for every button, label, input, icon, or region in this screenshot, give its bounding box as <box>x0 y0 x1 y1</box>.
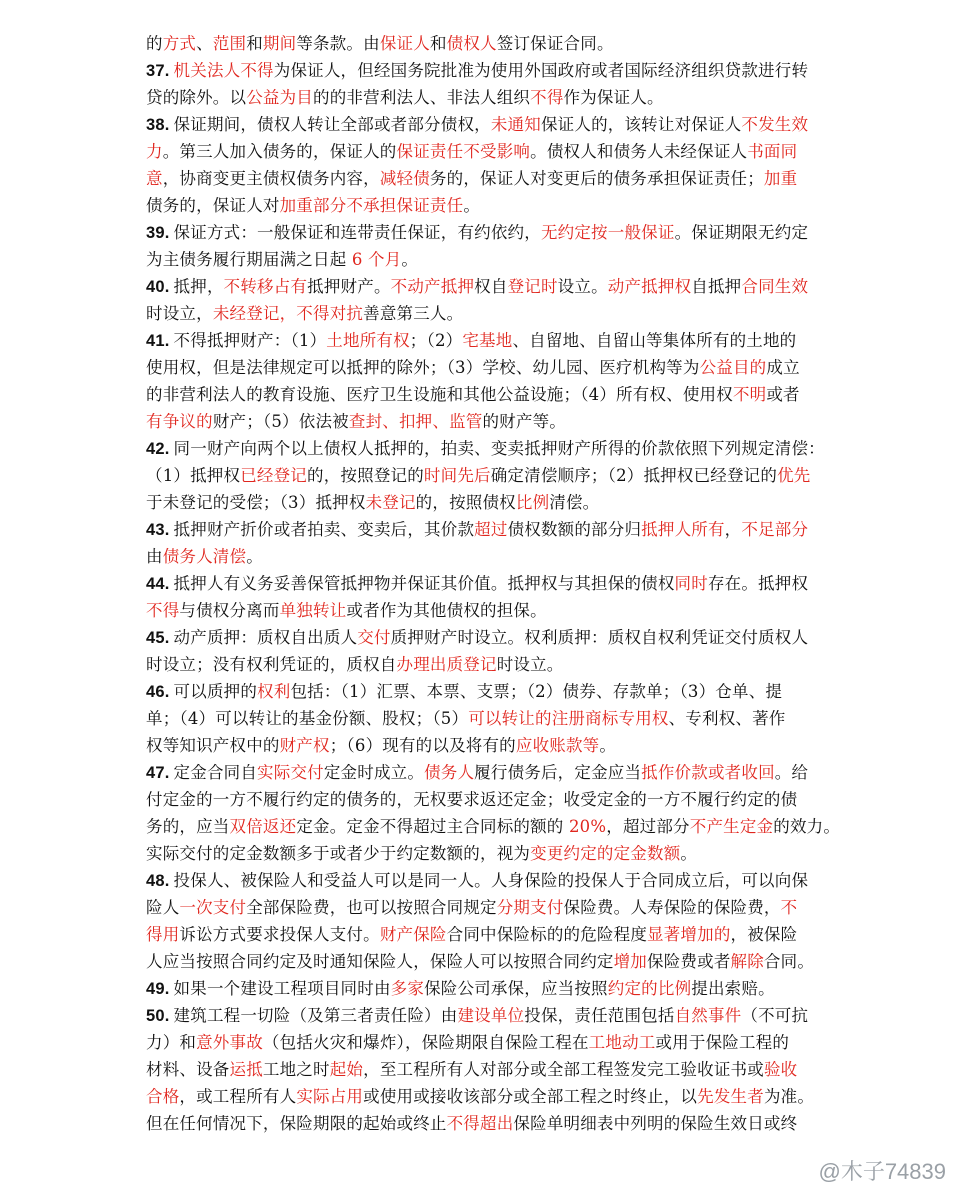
body-text: ， <box>724 520 742 539</box>
highlight-text: 优先 <box>777 466 811 485</box>
highlight-text: 单独转让 <box>279 601 347 620</box>
body-text: 自抵押 <box>691 277 742 296</box>
body-text: 的的非营利法人、非法人组织 <box>313 88 531 107</box>
highlight-text: 先发生者 <box>697 1087 764 1106</box>
highlight-text: 运抵 <box>229 1060 263 1079</box>
highlight-text: 加重 <box>763 169 798 188</box>
item-number: 50. <box>146 1007 170 1025</box>
highlight-text: 未经登记，不得对抗 <box>212 304 364 323</box>
text-line <box>146 273 818 300</box>
body-text: 的财产等。 <box>482 412 566 431</box>
body-text: 存在。抵押权 <box>707 574 809 593</box>
body-text: 、专利权、著作 <box>668 709 786 728</box>
highlight-text: 验收 <box>763 1060 798 1079</box>
body-text: 务的，保证人对变更后的债务承担保证责任； <box>429 169 764 188</box>
highlight-text: 有争议的 <box>146 412 213 431</box>
highlight-text: 不 <box>780 898 798 917</box>
highlight-text: 加重部分不承担保证责任 <box>279 196 464 215</box>
highlight-text: 合格 <box>146 1087 180 1106</box>
highlight-text: 力 <box>146 142 163 161</box>
body-text: 保险单明细表中列明的保险生效日或终 <box>513 1114 798 1133</box>
body-text: 签订保证合同。 <box>496 34 614 53</box>
body-text: 诉讼方式要求投保人支付。 <box>179 925 380 944</box>
highlight-text: 减轻债 <box>379 169 430 188</box>
body-text: ，超过部分 <box>606 817 690 836</box>
highlight-text: 书面同 <box>747 142 798 161</box>
body-text: （1）抵押权 <box>146 466 241 485</box>
body-text: 。债权人和债务人未经保证人 <box>530 142 748 161</box>
highlight-text: 财产权 <box>279 736 330 755</box>
highlight-text: 范围 <box>212 34 247 53</box>
highlight-text: 合同生效 <box>741 277 809 296</box>
highlight-text: 变更约定的定金数额 <box>530 844 681 863</box>
highlight-text: 不得 <box>530 88 564 107</box>
text-line <box>146 543 818 570</box>
body-text: 的效力。 <box>773 817 841 836</box>
text-line <box>146 867 818 894</box>
text-line <box>146 381 818 408</box>
body-text: 。 <box>599 736 617 755</box>
body-text: 履行债务后，定金应当 <box>474 763 642 782</box>
text-line <box>146 219 818 246</box>
body-text: 付定金的一方不履行约定的债务的，无权要求返还定金；收受定金的一方不履行约定的债 <box>146 790 798 809</box>
highlight-text: 得用 <box>146 925 180 944</box>
body-text: 贷的除外。以 <box>146 88 247 107</box>
highlight-text: 多家 <box>390 979 425 998</box>
highlight-text: 不动产抵押 <box>390 277 475 296</box>
highlight-text: 权利 <box>257 682 291 701</box>
text-line <box>146 516 818 543</box>
body-text: 定金。定金不得超过主合同标的额的 <box>296 817 569 836</box>
highlight-text: 机关法人不得 <box>173 61 274 80</box>
highlight-text: 超过 <box>474 520 508 539</box>
body-text: 。 <box>463 196 481 215</box>
highlight-text: 时间先后 <box>423 466 491 485</box>
text-line <box>146 327 818 354</box>
highlight-text: 宅基地 <box>462 331 513 350</box>
text-line <box>146 1029 818 1056</box>
body-text: 但在任何情况下，保险期限的起始或终止 <box>146 1114 447 1133</box>
body-text: 善意第三人。 <box>363 304 464 323</box>
highlight-text: 已经登记 <box>240 466 308 485</box>
body-text: 可以质押的 <box>173 682 258 701</box>
highlight-text: 意 <box>146 169 163 188</box>
highlight-text: 保证人 <box>379 34 430 53</box>
body-text: 与债权分离而 <box>179 601 280 620</box>
highlight-text: 20% <box>568 817 607 836</box>
item-number: 42. <box>146 440 170 458</box>
body-text: 保证期间，债权人转让全部或者部分债权， <box>173 115 491 134</box>
body-text: 合同中保险标的的危险程度 <box>446 925 648 944</box>
text-line <box>146 570 818 597</box>
text-line <box>146 948 818 975</box>
body-text: （不可抗 <box>741 1006 809 1025</box>
body-text: 材料、设备 <box>146 1060 230 1079</box>
body-text: 或者 <box>766 385 800 404</box>
body-text: ，被保险 <box>730 925 798 944</box>
highlight-text: 6 个月 <box>351 250 402 269</box>
highlight-text: 未登记 <box>365 493 416 512</box>
body-text: ，至工程所有人对部分或全部工程签发完工验收证书或 <box>363 1060 764 1079</box>
body-text: 抵押人有义务妥善保管抵押物并保证其价值。抵押权与其担保的债权 <box>173 574 675 593</box>
document-body <box>146 30 841 1137</box>
highlight-text: 意外事故 <box>196 1033 263 1052</box>
body-text: 权等知识产权中的 <box>146 736 280 755</box>
body-text: 抵押财产。 <box>307 277 391 296</box>
text-line <box>146 489 818 516</box>
body-text: 设立。 <box>557 277 608 296</box>
body-text: 的，按照登记的 <box>307 466 424 485</box>
item-number: 46. <box>146 683 170 701</box>
item-number: 39. <box>146 224 170 242</box>
body-text: 成立 <box>766 358 800 377</box>
footer-watermark: @木子74839 <box>818 1159 946 1184</box>
body-text: 为主债务履行期届满之日起 <box>146 250 352 269</box>
body-text: 单；（4）可以转让的基金份额、股权；（5） <box>146 709 469 728</box>
body-text: 包括：（1）汇票、本票、支票；（2）债券、存款单；（3）仓单、提 <box>290 682 783 701</box>
body-text: 使用权，但是法律规定可以抵押的除外；（3）学校、幼儿园、医疗机构等为 <box>146 358 700 377</box>
body-text: 为准。 <box>763 1087 815 1106</box>
highlight-text: 无约定按一般保证 <box>540 223 675 242</box>
highlight-text: 交付 <box>357 628 391 647</box>
body-text: 为保证人，但经国务院批准为使用外国政府或者国际经济组织贷款进行转 <box>273 61 809 80</box>
highlight-text: 比例 <box>515 493 550 512</box>
highlight-text: 一次支付 <box>179 898 247 917</box>
item-number: 49. <box>146 980 170 998</box>
text-line <box>146 57 818 84</box>
highlight-text: 财产保险 <box>379 925 447 944</box>
body-text: 和 <box>246 34 263 53</box>
text-line <box>146 597 818 624</box>
body-text: 不得抵押财产：（1） <box>173 331 327 350</box>
highlight-text: 可以转让的注册商标专用权 <box>468 709 669 728</box>
highlight-text: 增加 <box>613 952 648 971</box>
item-number: 44. <box>146 575 170 593</box>
body-text: 。第三人加入债务的，保证人的 <box>162 142 397 161</box>
highlight-text: 土地所有权 <box>326 331 410 350</box>
body-text: ；（6）现有的以及将有的 <box>329 736 516 755</box>
body-text: 保证人的，该转让对保证人 <box>540 115 742 134</box>
highlight-text: 显著增加的 <box>647 925 731 944</box>
highlight-text: 起始 <box>329 1060 364 1079</box>
body-text: 、 <box>196 34 213 53</box>
item-number: 41. <box>146 332 170 350</box>
text-line <box>146 1002 818 1029</box>
text-line <box>146 813 841 840</box>
highlight-text: 方式 <box>162 34 197 53</box>
body-text: 的非营利法人的教育设施、医疗卫生设施和其他公益设施；（4）所有权、使用权 <box>146 385 733 404</box>
body-text: 保险费或者 <box>647 952 731 971</box>
highlight-text: 期间 <box>262 34 297 53</box>
highlight-text: 约定的比例 <box>607 979 692 998</box>
body-text: 。 <box>246 547 263 566</box>
item-number: 48. <box>146 872 170 890</box>
body-text: 。保证期限无约定 <box>674 223 809 242</box>
body-text: 的，按照债权 <box>415 493 516 512</box>
text-line <box>146 300 818 327</box>
body-text: 保险公司承保，应当按照 <box>424 979 608 998</box>
highlight-text: 不明 <box>732 385 767 404</box>
highlight-text: 工地动工 <box>588 1033 656 1052</box>
body-text: 质押财产时设立。权利质押：质权自权利凭证交付质权人 <box>390 628 809 647</box>
text-line <box>146 840 818 867</box>
body-text: 确定清偿顺序；（2）抵押权已经登记的 <box>490 466 778 485</box>
body-text: 险人 <box>146 898 180 917</box>
body-text: 同一财产向两个以上债权人抵押的，拍卖、变卖抵押财产所得的价款依照下列规定清偿： <box>173 439 825 458</box>
body-text: 实际交付的定金数额多于或者少于约定数额的，视为 <box>146 844 531 863</box>
body-text: 等条款。由 <box>296 34 380 53</box>
body-text: 时设立， <box>146 304 213 323</box>
highlight-text: 债务人清偿 <box>162 547 247 566</box>
body-text: 。给 <box>774 763 809 782</box>
text-line <box>146 732 818 759</box>
highlight-text: 同时 <box>674 574 708 593</box>
highlight-text: 抵作价款或者收回 <box>641 763 775 782</box>
item-number: 43. <box>146 521 170 539</box>
body-text: 债务的，保证人对 <box>146 196 280 215</box>
highlight-text: 债务人 <box>424 763 475 782</box>
body-text: 清偿。 <box>549 493 600 512</box>
body-text: 债权数额的部分归 <box>507 520 642 539</box>
highlight-text: 登记时 <box>507 277 558 296</box>
highlight-text: 公益目的 <box>699 358 767 377</box>
highlight-text: 不得 <box>146 601 180 620</box>
body-text: 力）和 <box>146 1033 197 1052</box>
highlight-text: 分期支付 <box>496 898 564 917</box>
body-text: 投保，责任范围包括 <box>524 1006 675 1025</box>
highlight-text: 双倍返还 <box>229 817 297 836</box>
text-line <box>146 84 818 111</box>
highlight-text: 实际交付 <box>257 763 324 782</box>
text-line <box>146 1083 818 1110</box>
body-text: 或用于保险工程的 <box>655 1033 790 1052</box>
text-line <box>146 921 818 948</box>
body-text: 由 <box>146 547 163 566</box>
highlight-text: 债权人 <box>446 34 497 53</box>
body-text: 或使用或接收该部分或全部工程之时终止，以 <box>363 1087 698 1106</box>
body-text: 。 <box>680 844 698 863</box>
highlight-text: 不转移占有 <box>223 277 308 296</box>
highlight-text: 不得超出 <box>446 1114 514 1133</box>
highlight-text: 抵押人所有 <box>641 520 725 539</box>
body-text: 定金合同自 <box>173 763 258 782</box>
body-text: 的 <box>146 34 163 53</box>
highlight-text: 应收账款等 <box>515 736 600 755</box>
body-text: 于未登记的受偿；（3）抵押权 <box>146 493 366 512</box>
text-line <box>146 1056 818 1083</box>
body-text: 财产；（5）依法被 <box>212 412 349 431</box>
body-text: 。 <box>401 250 419 269</box>
text-line <box>146 435 825 462</box>
body-text: 时设立；没有权利凭证的，质权自 <box>146 655 397 674</box>
highlight-text: 保证责任不受影响 <box>396 142 531 161</box>
item-number: 37. <box>146 62 170 80</box>
body-text: 抵押财产折价或者拍卖、变卖后，其价款 <box>173 520 475 539</box>
body-text: 抵押， <box>173 277 224 296</box>
body-text: （包括火灾和爆炸），保险期限自保险工程在 <box>262 1033 589 1052</box>
highlight-text: 自然事件 <box>674 1006 742 1025</box>
body-text: 全部保险费，也可以按照合同规定 <box>246 898 497 917</box>
body-text: 作为保证人。 <box>563 88 664 107</box>
highlight-text: 实际占用 <box>296 1087 364 1106</box>
text-line <box>146 975 818 1002</box>
highlight-text: 未通知 <box>490 115 541 134</box>
text-line <box>146 408 818 435</box>
highlight-text: 办理出质登记 <box>396 655 497 674</box>
text-line <box>146 246 818 273</box>
body-text: 定金时成立。 <box>323 763 425 782</box>
body-text: 保险费。人寿保险的保险费， <box>563 898 781 917</box>
text-line <box>146 111 818 138</box>
body-text: 或者作为其他债权的担保。 <box>346 601 547 620</box>
body-text: 建筑工程一切险（及第三者责任险）由 <box>173 1006 458 1025</box>
text-line <box>146 651 818 678</box>
item-number: 47. <box>146 764 170 782</box>
text-line <box>146 192 818 219</box>
body-text: 务的，应当 <box>146 817 230 836</box>
body-text: 和 <box>429 34 447 53</box>
highlight-text: 查封、扣押、监管 <box>348 412 483 431</box>
text-line <box>146 165 818 192</box>
text-line <box>146 624 818 651</box>
item-number: 40. <box>146 278 170 296</box>
body-text: 动产质押：质权自出质人 <box>173 628 358 647</box>
body-text: 工地之时 <box>262 1060 330 1079</box>
highlight-text: 动产抵押权 <box>607 277 692 296</box>
body-text: 时设立。 <box>496 655 564 674</box>
body-text: ，协商变更主债权债务内容， <box>162 169 380 188</box>
highlight-text: 解除 <box>730 952 764 971</box>
text-line <box>146 138 818 165</box>
item-number: 38. <box>146 116 170 134</box>
body-text: 保证方式：一般保证和连带责任保证，有约依约， <box>173 223 541 242</box>
text-line <box>146 1110 818 1137</box>
highlight-text: 不产生定金 <box>689 817 774 836</box>
body-text: 提出索赔。 <box>691 979 775 998</box>
text-line <box>146 894 818 921</box>
text-line <box>146 678 818 705</box>
body-text: ，或工程所有人 <box>179 1087 297 1106</box>
body-text: ；（2） <box>409 331 463 350</box>
body-text: 如果一个建设工程项目同时由 <box>173 979 391 998</box>
text-line <box>146 705 818 732</box>
highlight-text: 不发生效 <box>741 115 809 134</box>
text-line <box>146 462 818 489</box>
text-line <box>146 786 818 813</box>
text-line <box>146 354 818 381</box>
item-number: 45. <box>146 629 170 647</box>
body-text: 、自留地、自留山等集体所有的土地的 <box>512 331 797 350</box>
highlight-text: 建设单位 <box>457 1006 525 1025</box>
highlight-text: 不足部分 <box>741 520 809 539</box>
body-text: 投保人、被保险人和受益人可以是同一人。人身保险的投保人于合同成立后，可以向保 <box>173 871 809 890</box>
text-line <box>146 759 818 786</box>
body-text: 合同。 <box>763 952 815 971</box>
highlight-text: 公益为目 <box>246 88 314 107</box>
text-line <box>146 30 818 57</box>
body-text: 人应当按照合同约定及时通知保险人，保险人可以按照合同约定 <box>146 952 614 971</box>
body-text: 权自 <box>474 277 508 296</box>
